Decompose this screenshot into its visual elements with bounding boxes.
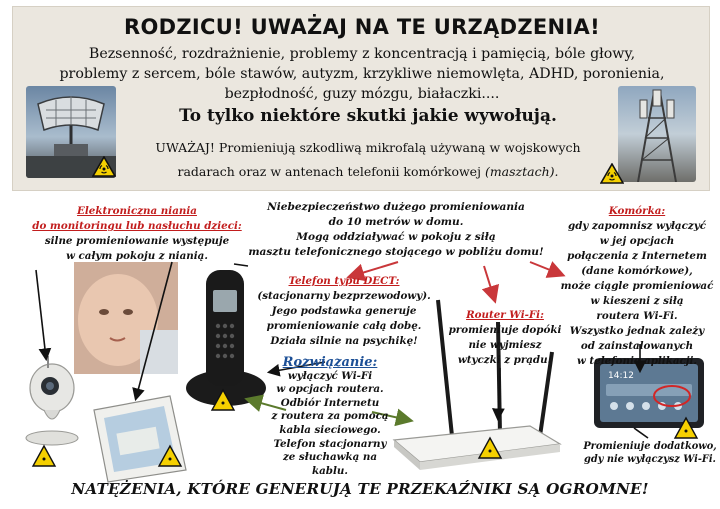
center-warning-note (246, 200, 546, 260)
solution-line: ze słuchawką na kablu. (282, 451, 378, 477)
dect-phone-line: (stacjonarny bezprzewodowy). (257, 290, 431, 302)
center-warning-line: Niebezpieczeństwo dużego promieniowania (267, 201, 525, 213)
router-note (446, 308, 564, 368)
child-photo (74, 262, 178, 374)
phone-time: 14:12 (608, 371, 634, 381)
solution-line: Odbiór Internetu (280, 396, 380, 409)
mobile-line: od zainstalowanych (580, 340, 694, 352)
symptoms-line: problemy z sercem, bóle stawów, autyzm, krzykliwe niemowlęta, ADHD, poronienia, (59, 66, 665, 82)
solution-line: Telefon stacjonarny (273, 437, 387, 450)
mobile-line: może ciągle promieniować (560, 280, 714, 292)
dect-phone-line: Działa silnie na psychikę! (270, 335, 418, 347)
mobile-line: Wszystko jednak zależy (569, 325, 705, 337)
mobile-title: Komórka: (608, 205, 666, 217)
mobile-extra-line: gdy nie wyłączysz Wi-Fi. (584, 454, 716, 465)
mobile-line: w jej opcjach (599, 235, 675, 247)
baby-monitor-title: do monitoringu lub nasłuchu dzieci: (32, 220, 242, 232)
solution-line: kabla sieciowego. (279, 423, 381, 436)
center-warning-line: masztu telefonicznego stojącego w pobliżu domu! (248, 246, 544, 258)
solution-line: z routera za pomocą (271, 410, 389, 423)
dect-phone-title: Telefon typu DECT: (288, 275, 400, 287)
center-warning-line: Mogą oddziaływać w pokoju z siłą (296, 231, 496, 243)
center-warning-line: do 10 metrów w domu. (328, 216, 464, 228)
solution-line: w opcjach routera. (276, 383, 384, 396)
mobile-line: (dane komórkowe), (581, 265, 693, 277)
solution-line: wyłączyć Wi-Fi (287, 369, 373, 382)
warning-line-text: radarach oraz w antenach telefonii komórkowej (177, 164, 481, 179)
dect-phone-line: promieniowanie całą dobę. (266, 320, 422, 332)
solution-note (270, 356, 390, 478)
page-title: RODZICU! UWAŻAJ NA TE URZĄDZENIA! (124, 15, 600, 39)
mobile-line: połączenia z Internetem (567, 250, 707, 262)
baby-monitor-text: w całym pokoju z nianią. (66, 250, 208, 262)
symptoms-line: Bezsenność, rozdrażnienie, problemy z koncentracją i pamięcią, bóle głowy, (88, 46, 636, 62)
mobile-line: routera Wi-Fi. (596, 310, 678, 322)
mobile-line: w kieszeni z siłą (590, 295, 684, 307)
mobile-line: w telefonie aplikacji. (576, 355, 698, 367)
mobile-extra-line: Promieniuje dodatkowo, (583, 441, 717, 452)
warning-italic: (masztach). (484, 164, 559, 179)
baby-monitor-title: Elektroniczna niania (77, 205, 197, 217)
baby-monitor-screen (94, 396, 186, 482)
baby-monitor-text: silne promieniowanie występuje (44, 235, 230, 247)
router-line: promieniuje dopóki (448, 324, 562, 336)
baby-camera (26, 356, 78, 445)
warning-line: UWAŻAJ! Promieniują szkodliwą mikrofalą używaną w wojskowych (155, 140, 581, 155)
solution-title: Rozwiązanie: (282, 355, 378, 370)
symptoms-line: bezpłodność, guzy mózgu, białaczki.... (224, 86, 500, 102)
tagline: To tylko niektóre skutki jakie wywołują. (179, 106, 557, 126)
mobile-extra-note (582, 440, 718, 466)
router-line: nie wyjmiesz (468, 339, 542, 351)
router-title: Router Wi-Fi: (466, 309, 544, 321)
radiation-warning-icon (33, 446, 55, 466)
baby-monitor-note (22, 204, 252, 264)
dect-phone-note (254, 274, 434, 349)
mobile-note (560, 204, 714, 369)
footer-banner: NATĘŻENIA, KTÓRE GENERUJĄ TE PRZEKAŹNIKI SĄ OGROMNE! (71, 480, 649, 498)
dect-phone-line: Jego podstawka generuje (271, 305, 417, 317)
router-line: wtyczki z prądu! (457, 354, 553, 366)
mobile-line: gdy zapomnisz wyłączyć (568, 220, 706, 232)
